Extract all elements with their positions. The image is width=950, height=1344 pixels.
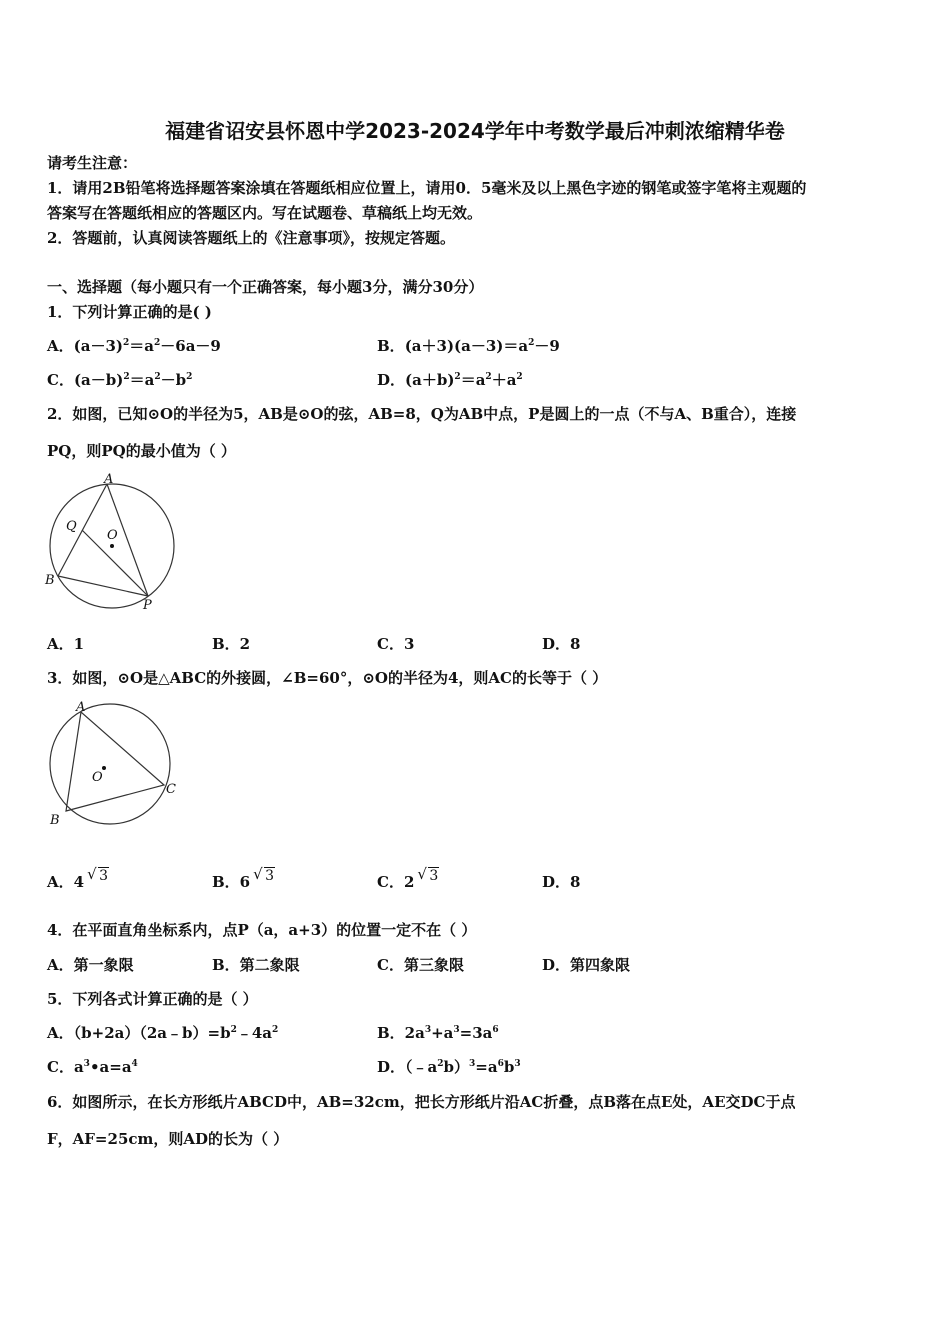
option-label: C．: [47, 371, 74, 389]
q1-option-d[interactable]: D．$(a+b)^2=a^2+a^2$: [377, 371, 523, 389]
option-label: A．: [47, 337, 74, 355]
q3-option-a[interactable]: A．4 √ 3: [47, 865, 108, 891]
q3-circle: [50, 704, 170, 824]
option-label: D．: [377, 371, 406, 389]
q1-stem: 1．下列计算正确的是( ): [47, 303, 212, 321]
q4-option-b[interactable]: B．第二象限: [212, 956, 300, 974]
q2-center-dot: [110, 544, 114, 548]
q2-option-c[interactable]: C．3: [377, 635, 415, 653]
q1-option-a[interactable]: A．$(a-3)^2=a^2-6a-9$: [47, 337, 221, 355]
q5-option-a[interactable]: A．$(b+2a)(2a﹣b)=b^2﹣4a^2$: [47, 1024, 279, 1042]
q3-label-a: A: [76, 700, 86, 715]
q2-stem-line-2: PQ，则PQ的最小值为（ ）: [47, 442, 236, 460]
q3-circle-figure: [44, 698, 180, 830]
q4-option-c[interactable]: C．第三象限: [377, 956, 464, 974]
q3-label-o: O: [92, 770, 103, 785]
q3-option-b[interactable]: B．6 √ 3: [212, 865, 275, 891]
q2-label-q: Q: [66, 519, 77, 534]
q5-stem: 5．下列各式计算正确的是（ ）: [47, 990, 258, 1008]
q1-option-b[interactable]: B．$(a+3)(a-3)=a^2-9$: [377, 337, 560, 355]
q6-stem-line-1: 6．如图所示，在长方形纸片ABCD中，AB=32cm，把长方形纸片沿AC折叠，点B落在点E处，AE交DC于点: [47, 1093, 796, 1111]
notice-line-2: 2．答题前，认真阅读答题纸上的《注意事项》，按规定答题。: [47, 229, 455, 247]
notice-line-1: 1．请用2B铅笔将选择题答案涂填在答题纸相应位置上，请用0．5毫米及以上黑色字迹的钢笔或签字笔将主观题的: [47, 179, 807, 197]
q2-label-p: P: [143, 598, 152, 613]
q5-option-c[interactable]: C．$a^3•a=a^4$: [47, 1058, 138, 1076]
q2-label-a: A: [104, 472, 114, 487]
radical: √ 3: [253, 865, 275, 884]
q3-option-d[interactable]: D．8: [542, 873, 581, 891]
q4-stem: 4．在平面直角坐标系内，点P（a，a+3）的位置一定不在（ ）: [47, 921, 477, 939]
q3-label-b: B: [50, 813, 60, 828]
q2-stem-line-1: 2．如图，已知⊙O的半径为5，AB是⊙O的弦，AB=8，Q为AB中点，P是圆上的一点（不与A、B重合），连接: [47, 405, 797, 423]
notice-heading: 请考生注意：: [47, 154, 138, 172]
section-heading: 一、选择题（每小题只有一个正确答案，每小题3分，满分30分）: [47, 278, 484, 296]
q2-option-d[interactable]: D．8: [542, 635, 581, 653]
q3-stem: 3．如图，⊙O是△ABC的外接圆，∠B=60°，⊙O的半径为4，则AC的长等于（ ）: [47, 669, 608, 687]
q3-option-c[interactable]: C．2 √ 3: [377, 865, 439, 891]
radical: √ 3: [417, 865, 439, 884]
q2-option-b[interactable]: B．2: [212, 635, 251, 653]
q2-label-o: O: [107, 528, 118, 543]
q5-option-b[interactable]: B．$2a^3+a^3=3a^6$: [377, 1024, 499, 1042]
q1-option-c[interactable]: C．$(a-b)^2=a^2-b^2$: [47, 371, 193, 389]
q2-label-b: B: [45, 573, 55, 588]
q2-circle-figure: [44, 470, 176, 615]
q5-option-d[interactable]: D．$(﹣a^2b)^3=a^6b^3$: [377, 1058, 521, 1076]
notice-line-1b: 答案写在答题纸相应的答题区内。写在试题卷、草稿纸上均无效。: [47, 204, 483, 222]
q3-triangle-abc: [66, 712, 164, 811]
page-title: 福建省诏安县怀恩中学2023-2024学年中考数学最后冲刺浓缩精华卷: [165, 119, 785, 143]
q6-stem-line-2: F，AF=25cm，则AD的长为（ ）: [47, 1130, 289, 1148]
q4-option-d[interactable]: D．第四象限: [542, 956, 631, 974]
q3-label-c: C: [166, 782, 176, 797]
radical: √ 3: [87, 865, 108, 884]
q4-option-a[interactable]: A．第一象限: [47, 956, 134, 974]
q2-option-a[interactable]: A．1: [47, 635, 85, 653]
option-label: B．: [377, 337, 405, 355]
